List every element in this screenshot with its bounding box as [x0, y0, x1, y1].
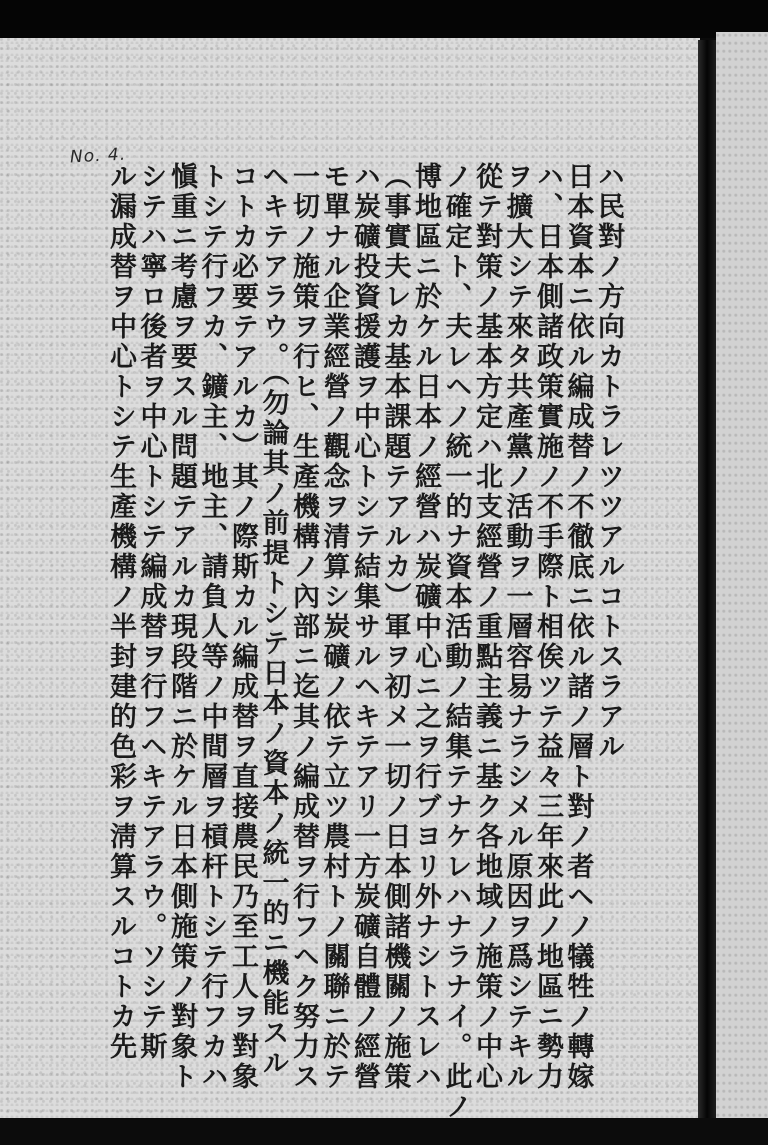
scan-bottom-border — [0, 1118, 768, 1145]
adjacent-page-edge — [716, 32, 768, 1122]
text-column: ル漏成替ヲ中心トシテ生產機構ノ半封建的色彩ヲ淸算スルコトカ先 — [105, 162, 136, 1062]
text-column: モ單ナル企業經營ノ觀念ヲ清算シ炭礦ノ依テ立ツ農村トノ關聯ニ於テ — [318, 162, 350, 1092]
text-column: 博地區ニ於ケル日本ノ經營ハ炭礦中心ニ之ヲ行ブヨリ外ナシトスレハ — [410, 162, 441, 1092]
text-column: ノ確定ト、夫レヘノ統一的ナ資本活動ノ結集テナケレハナラナイ。此ノ — [440, 162, 472, 1122]
book-spine-gutter — [698, 40, 716, 1125]
text-column: ハ、日本側諸政策實施ノ不手際ト相俟ツテ益々三年來此ノ地區ニ勢力 — [532, 162, 563, 1092]
text-column: 一切ノ施策ヲ行ヒ、生產機構ノ內部ニ迄其ノ編成替ヲ行フヘク努力ス — [288, 162, 319, 1092]
text-column: ヘキテアラウ。（勿論其ノ前提トシテ日本ノ資本ノ統一的ニ機能スル — [257, 162, 289, 1079]
text-column: 日本資本ニ依ル編成替ノ不徹底ニ依ル諸ノ層ト對ノ者ヘノ犠牲ノ轉嫁 — [562, 162, 594, 1092]
text-column: シテハ寧ロ後者ヲ中心トシテ編成替ヲ行フヘキテアラウ。ソシテ斯 — [135, 162, 167, 1062]
page-number: No. 4. — [69, 144, 127, 168]
text-column: トシテ行フカ、鑛主、地主、請負人等ノ中間層ヲ槓杆トシテ行フカハ — [196, 162, 228, 1092]
text-column: ヲ擴大シテ來タ共產黨ノ活動ヲ一層容易ナラシメル原因ヲ爲シテキル — [501, 162, 533, 1092]
text-column: 從テ對策ノ基本方定ハ北支經營ノ重點主義ニ基ク各地域ノ施策ノ中心 — [471, 162, 502, 1092]
text-column: ハ民對ノ方向カトラレツツアルコトスラアル — [593, 162, 624, 762]
scan-top-border — [0, 0, 768, 38]
text-column: コトカ必要テアルカ）其ノ際斯カル編成替ヲ直接農民乃至工人ヲ對象 — [227, 162, 258, 1092]
text-column: 愼重ニ考慮ヲ要スル問題テアルカ現段階ニ於ケル日本側施策ノ對象ト — [166, 162, 197, 1092]
text-column: ハ炭礦投資援護ヲ中心トシテ結集サルヘキテアリ一方炭礦自體ノ經營 — [349, 162, 380, 1092]
text-column: （事實夫レカ基本課題テアルカ）軍ヲ初メ一切ノ日本側諸機關ノ施策 — [379, 162, 411, 1092]
